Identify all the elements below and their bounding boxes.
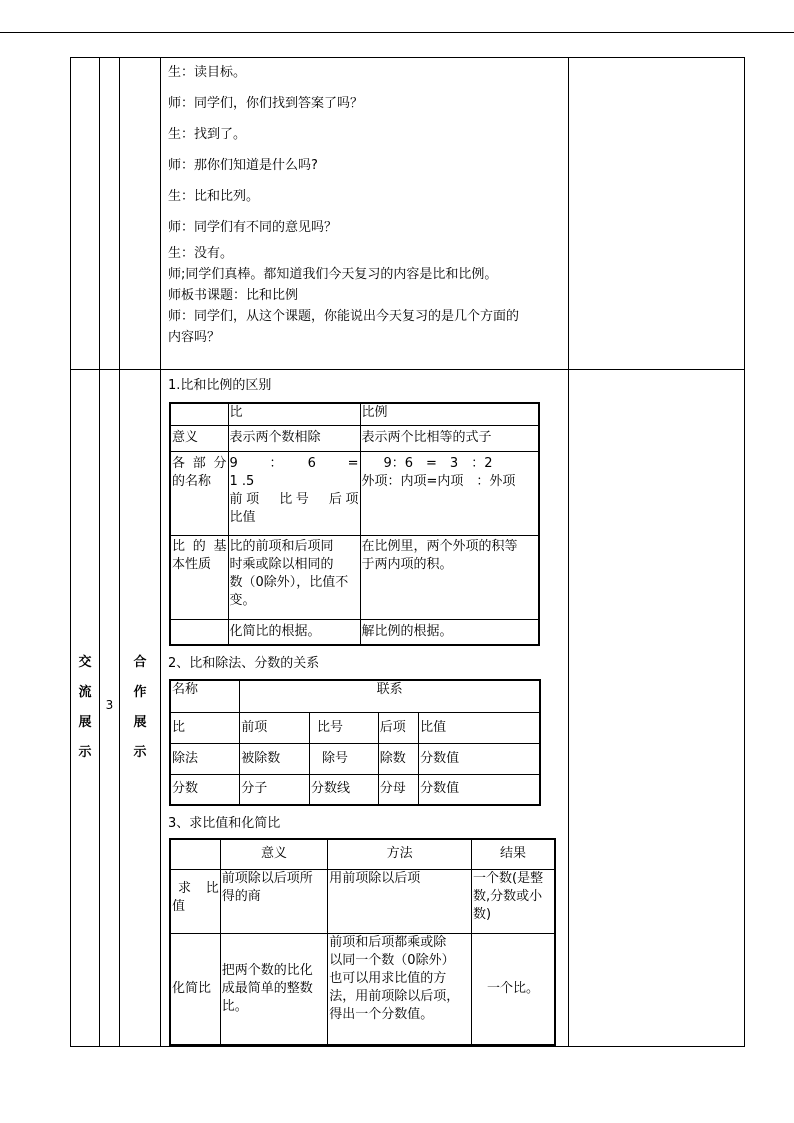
table-cell: 表示两个比相等的式子	[360, 425, 539, 451]
col-border	[160, 57, 161, 1046]
table-cell: 求 比 值	[170, 869, 220, 933]
ratio-division-fraction-table	[169, 679, 541, 806]
table-cell: 用前项除以后项	[328, 869, 472, 933]
col-border	[568, 57, 569, 1046]
dialogue-line: 生：没有。	[168, 246, 234, 261]
table-header: 方法	[328, 839, 472, 869]
dialogue-line: 师板书课题：比和比例	[168, 288, 299, 303]
section2-title: 2、比和除法、分数的关系	[168, 656, 320, 671]
table-cell: 一个数(是整 数,分数或小 数)	[472, 869, 555, 933]
table-cell: 分数值	[419, 774, 540, 805]
table-cell: 各 部 分 的名称	[170, 451, 228, 535]
table-cell: 化简比	[170, 933, 220, 1045]
dialogue-line: 生：读目标。	[168, 65, 247, 80]
table-cell: 分子	[240, 774, 310, 805]
table-header: 比	[228, 403, 360, 425]
table-cell: 把两个数的比化 成最简单的整数 比。	[220, 933, 328, 1045]
table-cell: 分数线	[310, 774, 379, 805]
section1-title: 1.比和比例的区别	[168, 378, 272, 393]
ratio-vs-proportion-table	[169, 402, 540, 646]
table-cell: 一个比。	[472, 933, 555, 1045]
section3-title: 3、求比值和化简比	[168, 816, 281, 831]
table-cell: 后项	[378, 712, 418, 743]
col-border	[744, 57, 745, 1046]
page-header-rule	[0, 32, 794, 33]
ratio-value-simplify-table	[169, 838, 556, 1046]
dialogue-line: 内容吗？	[168, 330, 221, 345]
table-cell: 比 的 基 本性质	[170, 535, 228, 619]
dialogue-line: 师：那你们知道是什么吗?	[168, 158, 318, 173]
dialogue-line: 生：比和比列。	[168, 189, 260, 204]
table-cell: 意义	[170, 425, 228, 451]
dialogue-line: 师：同学们，你们找到答案了吗？	[168, 96, 364, 111]
mode-label: 合 作 展 示	[133, 655, 147, 760]
table-cell: 比值	[419, 712, 540, 743]
table-header: 比例	[360, 403, 539, 425]
table-cell: 解比例的根据。	[360, 619, 539, 645]
table-cell: 分数	[170, 774, 240, 805]
table-cell: 分母	[378, 774, 418, 805]
table-cell	[170, 403, 228, 425]
table-header: 结果	[472, 839, 555, 869]
table-cell: 除数	[378, 743, 418, 774]
table-cell: 比号	[310, 712, 379, 743]
dialogue-line: 师;同学们真棒。都知道我们今天复习的内容是比和比例。	[168, 267, 498, 282]
table-cell: 前项除以后项所 得的商	[220, 869, 328, 933]
table-cell: 比	[170, 712, 240, 743]
table-cell: 表示两个数相除	[228, 425, 360, 451]
dialogue-line: 生：找到了。	[168, 127, 247, 142]
table-cell: 分数值	[419, 743, 540, 774]
col-border	[70, 57, 71, 1046]
minutes-value: 3	[105, 698, 114, 712]
dialogue-line: 师：同学们，从这个课题，你能说出今天复习的是几个方面的	[168, 309, 520, 324]
table-cell: 前项和后项都乘或除 以同一个数（0除外） 也可以用求比值的方 法，用前项除以后项， 得出一个分数值。	[328, 933, 472, 1045]
stage-label: 交 流 展 示	[78, 655, 92, 760]
table-cell: 9 ： 6 = 1 .5 前项 比号 后项 比值	[228, 451, 360, 535]
table-cell	[170, 619, 228, 645]
table-cell: 前项	[240, 712, 310, 743]
table-cell: 被除数	[240, 743, 310, 774]
table-cell	[170, 839, 220, 869]
table-cell: 除法	[170, 743, 240, 774]
table-cell: 在比例里，两个外项的积等 于两内项的积。	[360, 535, 539, 619]
row-divider	[70, 369, 745, 370]
table-header: 联系	[240, 680, 540, 712]
table-top-border	[70, 57, 745, 58]
table-header: 意义	[220, 839, 328, 869]
table-cell: 化简比的根据。	[228, 619, 360, 645]
table-header: 名称	[170, 680, 240, 712]
table-cell: 除号	[310, 743, 379, 774]
table-cell: 9：6 = 3 ：2 外项：内项=内项 ：外项	[360, 451, 539, 535]
table-bottom-border	[70, 1046, 745, 1047]
col-border	[119, 57, 120, 1046]
col-border	[99, 57, 100, 1046]
table-cell: 比的前项和后项同 时乘或除以相同的 数（0除外），比值不 变。	[228, 535, 360, 619]
dialogue-line: 师：同学们有不同的意见吗？	[168, 220, 338, 235]
